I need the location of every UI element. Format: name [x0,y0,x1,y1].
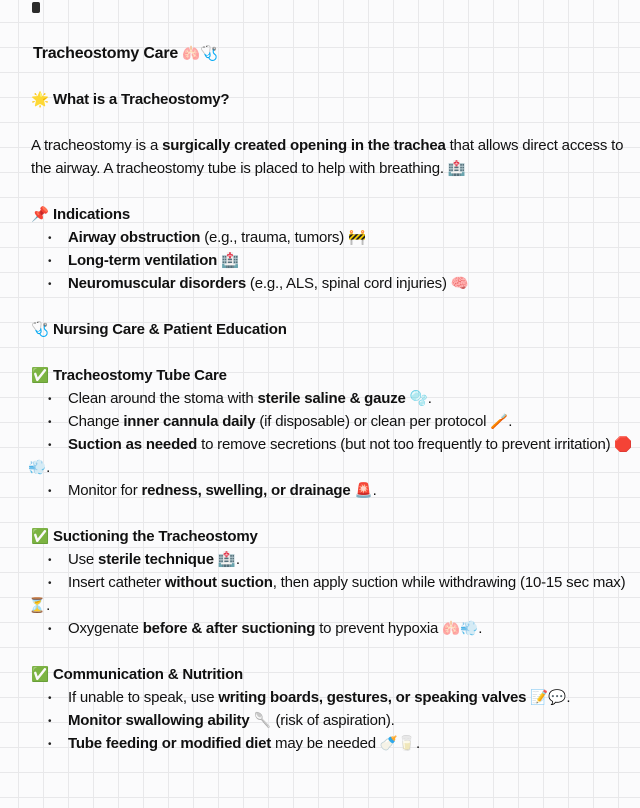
text-segment: Suction as needed [68,436,198,453]
blank-line [0,111,640,134]
bullet-dot: • [48,578,52,589]
spoon-icon: 🥄 [253,713,272,729]
text-segment: Suctioning the Tracheostomy [49,528,258,545]
top-left-mark [32,2,40,13]
text-segment: , then apply suction while withdrawing (10-15 sec max) [272,574,626,591]
note-line-heading [0,88,640,111]
text-segment: Monitor for [68,482,142,499]
text-segment: to remove secretions (but not too frequently to prevent irritation) [197,436,615,453]
bullet-dot: • [48,716,52,727]
stethoscope-icon: 🩺 [31,322,50,338]
bullet-dot: • [48,624,52,635]
dashing-away-icon: 💨 [460,621,479,637]
check-mark-icon: ✅ [31,529,50,545]
text-segment: the airway. A tracheostomy tube is placed to help with breathing. [31,160,448,177]
note-line-bullet [0,249,640,272]
blank-line [0,640,640,663]
text-segment: Neuromuscular disorders [68,275,246,292]
note-line-cont [0,594,640,617]
hospital-icon: 🏥 [221,253,240,269]
bullet-dot: • [48,555,52,566]
brain-icon: 🧠 [450,276,469,292]
pushpin-icon: 📌 [31,207,50,223]
note-line-line [0,157,640,180]
note-line-bullet [0,226,640,249]
blank-line [0,502,640,525]
blank-line [0,295,640,318]
text-segment: before & after suctioning [142,620,316,637]
milk-glass-icon: 🥛 [397,736,416,752]
note-line-heading [0,203,640,226]
blank-line [0,180,640,203]
lungs-icon: 🫁 [442,621,461,637]
text-segment: . [478,620,483,637]
text-segment: Oxygenate [68,620,143,637]
note-line-heading [0,364,640,387]
glowing-star-icon: 🌟 [31,92,50,108]
lungs-icon: 🫁 [182,46,201,62]
siren-light-icon: 🚨 [354,483,373,499]
text-segment: Use [68,551,99,568]
note-line-heading [0,318,640,341]
hospital-icon: 🏥 [217,552,236,568]
note-line-bullet [0,410,640,433]
text-segment: . [372,482,377,499]
toothbrush-icon: 🪥 [490,414,509,430]
text-segment: Monitor swallowing ability [68,712,250,729]
text-segment: to prevent hypoxia [315,620,443,637]
note-line-cont [0,456,640,479]
note-line-heading [0,663,640,686]
bullet-dot: • [48,440,52,451]
note-line-line [0,134,640,157]
bullet-dot: • [48,417,52,428]
note-line-bullet [0,686,640,709]
construction-sign-icon: 🚧 [348,230,367,246]
text-segment: redness, swelling, or drainage [141,482,351,499]
speech-balloon-icon: 💬 [548,690,567,706]
text-segment: Change [68,413,124,430]
text-segment: . [415,735,420,752]
text-segment: without suction [164,574,273,591]
text-segment: Tracheostomy Care [33,45,183,62]
text-segment: sterile technique [98,551,214,568]
hourglass-icon: ⏳ [28,598,47,614]
hospital-icon: 🏥 [447,161,466,177]
text-segment: sterile saline & gauze [257,390,406,407]
text-segment: writing boards, gestures, or speaking valves [218,689,527,706]
bullet-dot: • [48,233,52,244]
text-segment: What is a Tracheostomy? [49,91,230,108]
stethoscope-icon: 🩺 [200,46,219,62]
text-segment: . [566,689,571,706]
text-segment: Long-term ventilation [68,252,218,269]
blank-line [0,341,640,364]
text-segment: If unable to speak, use [68,689,219,706]
text-segment: (e.g., trauma, tumors) [200,229,348,246]
bullet-dot: • [48,279,52,290]
stop-sign-icon: 🛑 [614,437,633,453]
bubbles-icon: 🫧 [409,391,428,407]
note-line-bullet [0,433,640,456]
dashing-away-icon: 💨 [28,460,47,476]
bullet-dot: • [48,486,52,497]
text-segment: Indications [49,206,131,223]
note-line-bullet [0,479,640,502]
note-line-heading [0,525,640,548]
text-segment: that allows direct access to [445,137,624,154]
text-segment: (risk of aspiration). [271,712,395,729]
text-segment: Airway obstruction [68,229,201,246]
text-segment: . [46,597,51,614]
text-segment: (if disposable) or clean per protocol [255,413,491,430]
text-segment: inner cannula daily [123,413,256,430]
text-segment: Tube feeding or modified diet [68,735,272,752]
bullet-dot: • [48,256,52,267]
note-line-bullet [0,709,640,732]
text-segment: Tracheostomy Tube Care [49,367,227,384]
note-line-bullet [0,272,640,295]
text-segment: Nursing Care & Patient Education [49,321,287,338]
text-segment: Insert catheter [68,574,165,591]
check-mark-icon: ✅ [31,368,50,384]
text-segment: A tracheostomy is a [31,137,163,154]
text-segment: (e.g., ALS, spinal cord injuries) [245,275,451,292]
text-segment: surgically created opening in the trachea [162,137,446,154]
blank-line [0,65,640,88]
check-mark-icon: ✅ [31,667,50,683]
note-line-bullet [0,732,640,755]
note-line-bullet [0,571,640,594]
bullet-dot: • [48,394,52,405]
memo-icon: 📝 [530,690,549,706]
text-segment: may be needed [271,735,380,752]
bullet-dot: • [48,693,52,704]
text-segment: . [427,390,432,407]
note-line-title [0,42,640,65]
text-segment: . [508,413,513,430]
text-segment: . [235,551,240,568]
text-segment: Communication & Nutrition [49,666,244,683]
note-body [0,42,640,755]
text-segment: Clean around the stoma with [68,390,258,407]
note-line-bullet [0,548,640,571]
baby-bottle-icon: 🍼 [379,736,398,752]
note-line-bullet [0,387,640,410]
text-segment: . [46,459,51,476]
bullet-dot: • [48,739,52,750]
note-line-bullet [0,617,640,640]
